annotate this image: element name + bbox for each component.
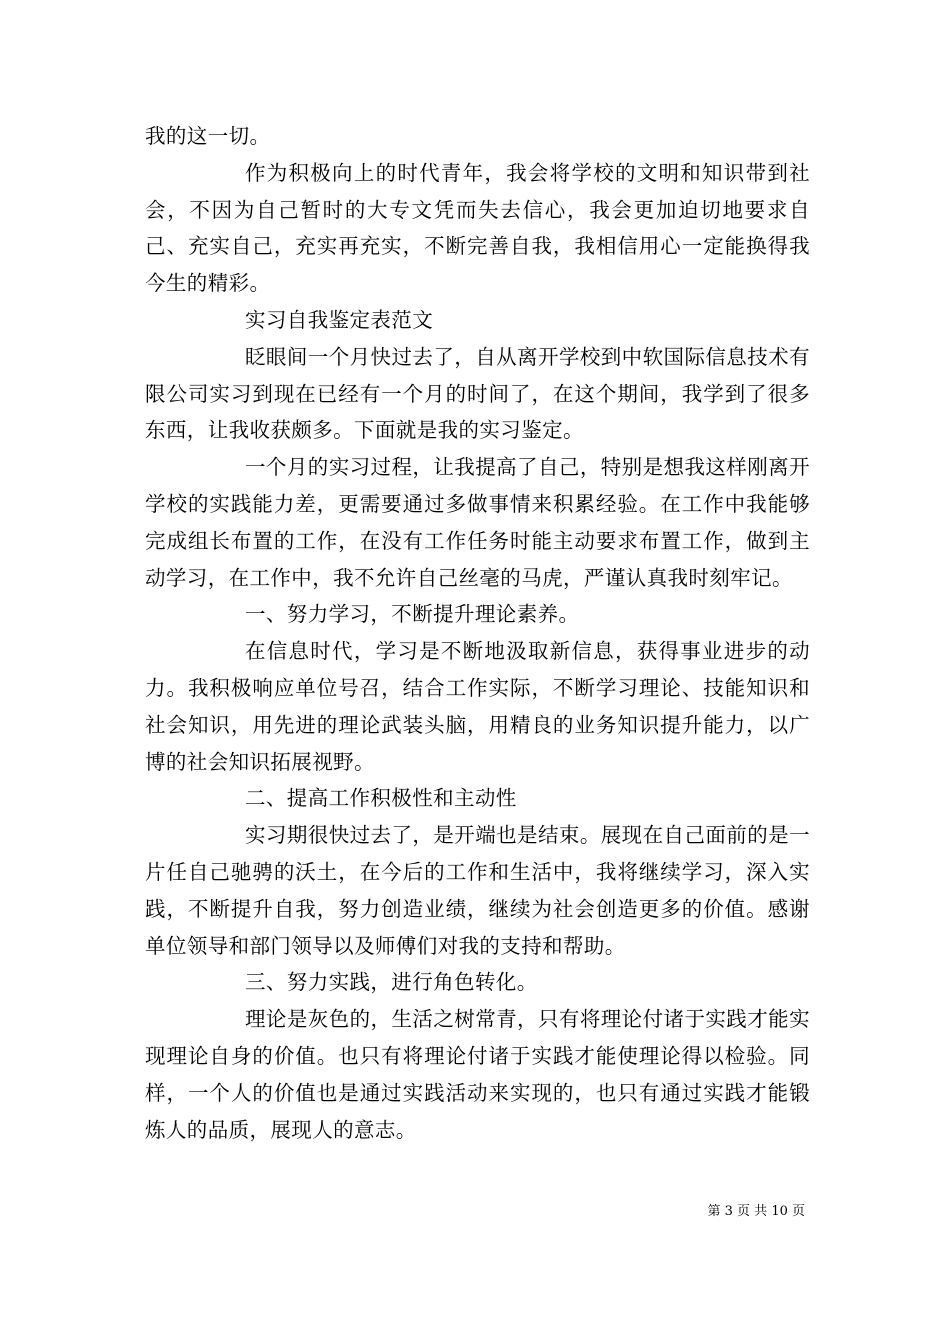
heading-1: 一、努力学习，不断提升理论素养。 (245, 602, 580, 627)
paragraph-6: 实习期很快过去了，是开端也是结束。展现在自己面前的是一片任自己驰骋的沃土，在今后的工作和生活中，我将继续学习，深入实践，不断提升自我，努力创造业绩，继续为社会创造更多的价值。感谢单位领导和部门领导以及师傅们对我的支持和帮助。 (145, 823, 810, 958)
paragraph-4: 一个月的实习过程，让我提高了自己，特别是想我这样刚离开学校的实践能力差，更需要通过多做事情来积累经验。在工作中我能够完成组长布置的工作，在没有工作任务时能主动要求布置工作，做到主动学习，在工作中，我不允许自己丝毫的马虎，严谨认真我时刻牢记。 (145, 455, 810, 590)
heading-3: 三、努力实践，进行角色转化。 (245, 970, 538, 995)
paragraph-5: 在信息时代，学习是不断地汲取新信息，获得事业进步的动力。我积极响应单位号召，结合工作实际，不断学习理论、技能知识和社会知识，用先进的理论武装头脑，用精良的业务知识提升能力，以广博的社会知识拓展视野。 (145, 639, 810, 774)
document-body (145, 118, 810, 1148)
paragraph-2: 作为积极向上的时代青年，我会将学校的文明和知识带到社会，不因为自己暂时的大专文凭而失去信心，我会更加迫切地要求自己、充实自己，充实再充实，不断完善自我，我相信用心一定能换得我今生的精彩。 (145, 160, 810, 296)
paragraph-3: 眨眼间一个月快过去了，自从离开学校到中软国际信息技术有限公司实习到现在已经有一个月的时间了，在这个期间，我学到了很多东西，让我收获颇多。下面就是我的实习鉴定。 (145, 344, 810, 443)
paragraph-7: 理论是灰色的，生活之树常青，只有将理论付诸于实践才能实现理论自身的价值。也只有将理论付诸于实践才能使理论得以检验。同样，一个人的价值也是通过实践活动来实现的，也只有通过实践才能锻炼人的品质，展现人的意志。 (145, 1007, 810, 1142)
paragraph-1: 我的这一切。 (145, 124, 271, 148)
section-title: 实习自我鉴定表范文 (245, 307, 434, 332)
page-number-footer: 第 3 页 共 10 页 (707, 1204, 805, 1219)
heading-2: 二、提高工作积极性和主动性 (245, 786, 517, 811)
